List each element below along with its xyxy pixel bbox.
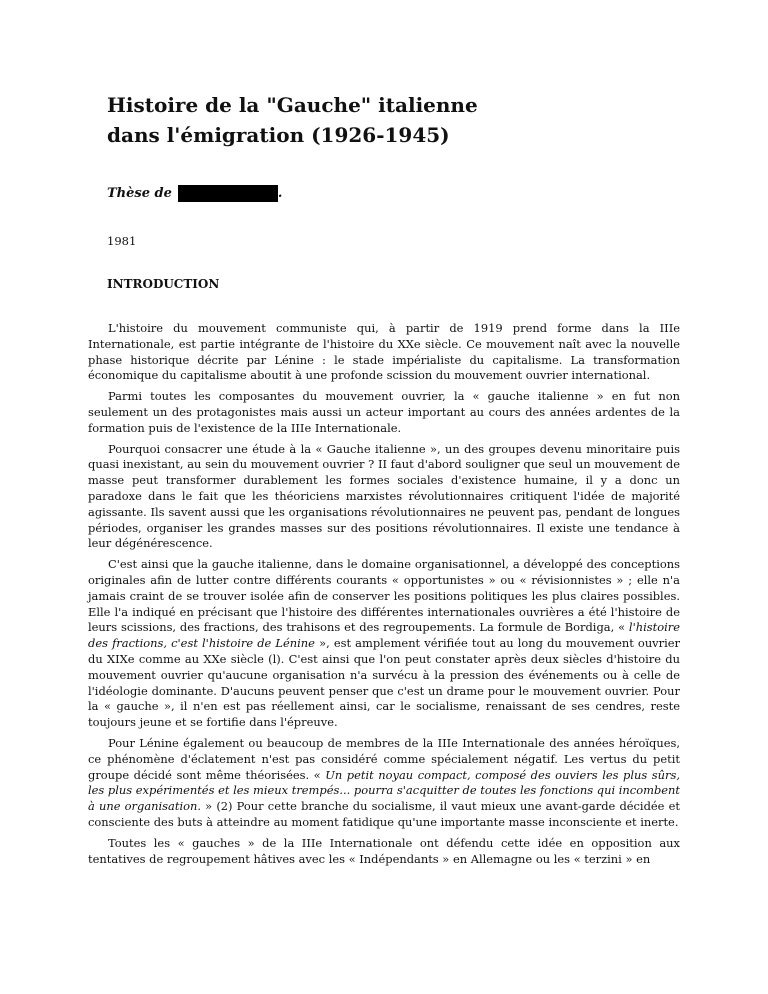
document-title: [107, 90, 677, 150]
paragraph-1: L'histoire du mouvement communiste qui, à partir de 1919 prend forme dans la IIIe Internationale, est partie intégrante de l'histoire du XXe siècle. Ce mouvement naît avec la nouvelle phase historique décrite par Lénine : le stade impérialiste du capitalisme. La transformation économique du capitalisme aboutit à une profonde scission du mouvement ouvrier international.: [88, 321, 680, 383]
paragraph-4-text-b: », est amplement vérifiée tout au long du mouvement ouvrier du XIXe comme au XXe siècle (l). C'est ainsi que l'on peut constater après deux siècles d'histoire du mouvement ouvrier qu'aucune organisation n'a survécu à la pression des événements ou à celle de l'idéologie dominante. D'aucuns peuvent penser que c'est un drame pour le mouvement ouvrier. Pour la « gauche », il n'en est pas réellement ainsi, car le socialisme, renaissant de ses cendres, reste toujours jeune et se fortifie dans l'épreuve.: [88, 636, 681, 730]
author-suffix: .: [277, 186, 283, 201]
title-line-1: Histoire de la "Gauche" italienne: [107, 93, 478, 117]
document-body: [88, 321, 680, 872]
author-prefix: Thèse de: [107, 186, 172, 201]
lenine-quote: Un petit noyau compact, composé des ouviers les plus sûrs, les plus expérimentés et les mieux trempés... pourra s'acquitter de toutes les fonctions qui incombent à une organisation.: [88, 767, 681, 814]
bordiga-quote: l'histoire des fractions, c'est l'histoire de Lénine: [88, 620, 680, 651]
paragraph-5: [88, 736, 680, 831]
document-year: 1981: [107, 234, 137, 248]
paragraph-6: Toutes les « gauches » de la IIIe Internationale ont défendu cette idée en opposition aux tentatives de regroupement hâtives avec les « Indépendants » en Allemagne ou les « terzini » en: [88, 835, 680, 866]
section-heading: INTRODUCTION: [107, 277, 220, 291]
paragraph-5-text-b: » (2) Pour cette branche du socialisme, il vaut mieux une avant-garde décidée et consciente des buts à atteindre au moment fatidique qu'une importante masse inconsciente et inerte.: [88, 799, 680, 829]
redacted-author-name: [178, 185, 278, 202]
paragraph-3: Pourquoi consacrer une étude à la « Gauche italienne », un des groupes devenu minoritaire puis quasi inexistant, au sein du mouvement ouvrier ? II faut d'abord souligner que seul un mouvement de masse peut transformer durablement les formes sociales d'existence humaine, il y a donc un paradoxe dans le fait que les théoriciens marxistes révolutionnaires critiquent l'idée de majorité agissante. Ils savent aussi que les organisations révolutionnaires ne peuvent pas, pendant de longues périodes, organiser les grandes masses sur des positions révolutionnaires. Il existe une tendance à leur dégénérescence.: [88, 441, 680, 551]
paragraph-4: [88, 557, 680, 731]
author-line: [107, 184, 677, 204]
paragraph-2: Parmi toutes les composantes du mouvement ouvrier, la « gauche italienne » en fut non seulement un des protagonistes mais aussi un acteur important au cours des années ardentes de la formation puis de l'existence de la IIIe Internationale.: [88, 389, 680, 435]
paragraph-4-text-a: C'est ainsi que la gauche italienne, dans le domaine organisationnel, a développé des conceptions originales afin de lutter contre différents courants « opportunistes » ou « révisionnistes » ; elle n'a jamais craint de se trouver isolée afin de conserver les positions politiques les plus claires possibles. Elle l'a indiqué en précisant que l'histoire des différentes internationales ouvrières a été l'histoire de leurs scissions, des fractions, des trahisons et des regroupements. La formule de Bordiga, «: [88, 557, 680, 635]
title-line-2: dans l'émigration (1926-1945): [107, 123, 450, 147]
paragraph-5-text-a: Pour Lénine également ou beaucoup de membres de la IIIe Internationale des années héroïques, ce phénomène d'éclatement n'est pas considéré comme spécialement négatif. Les vertus du petit groupe décidé sont même théorisées. «: [88, 735, 680, 782]
document-header: [107, 90, 677, 293]
